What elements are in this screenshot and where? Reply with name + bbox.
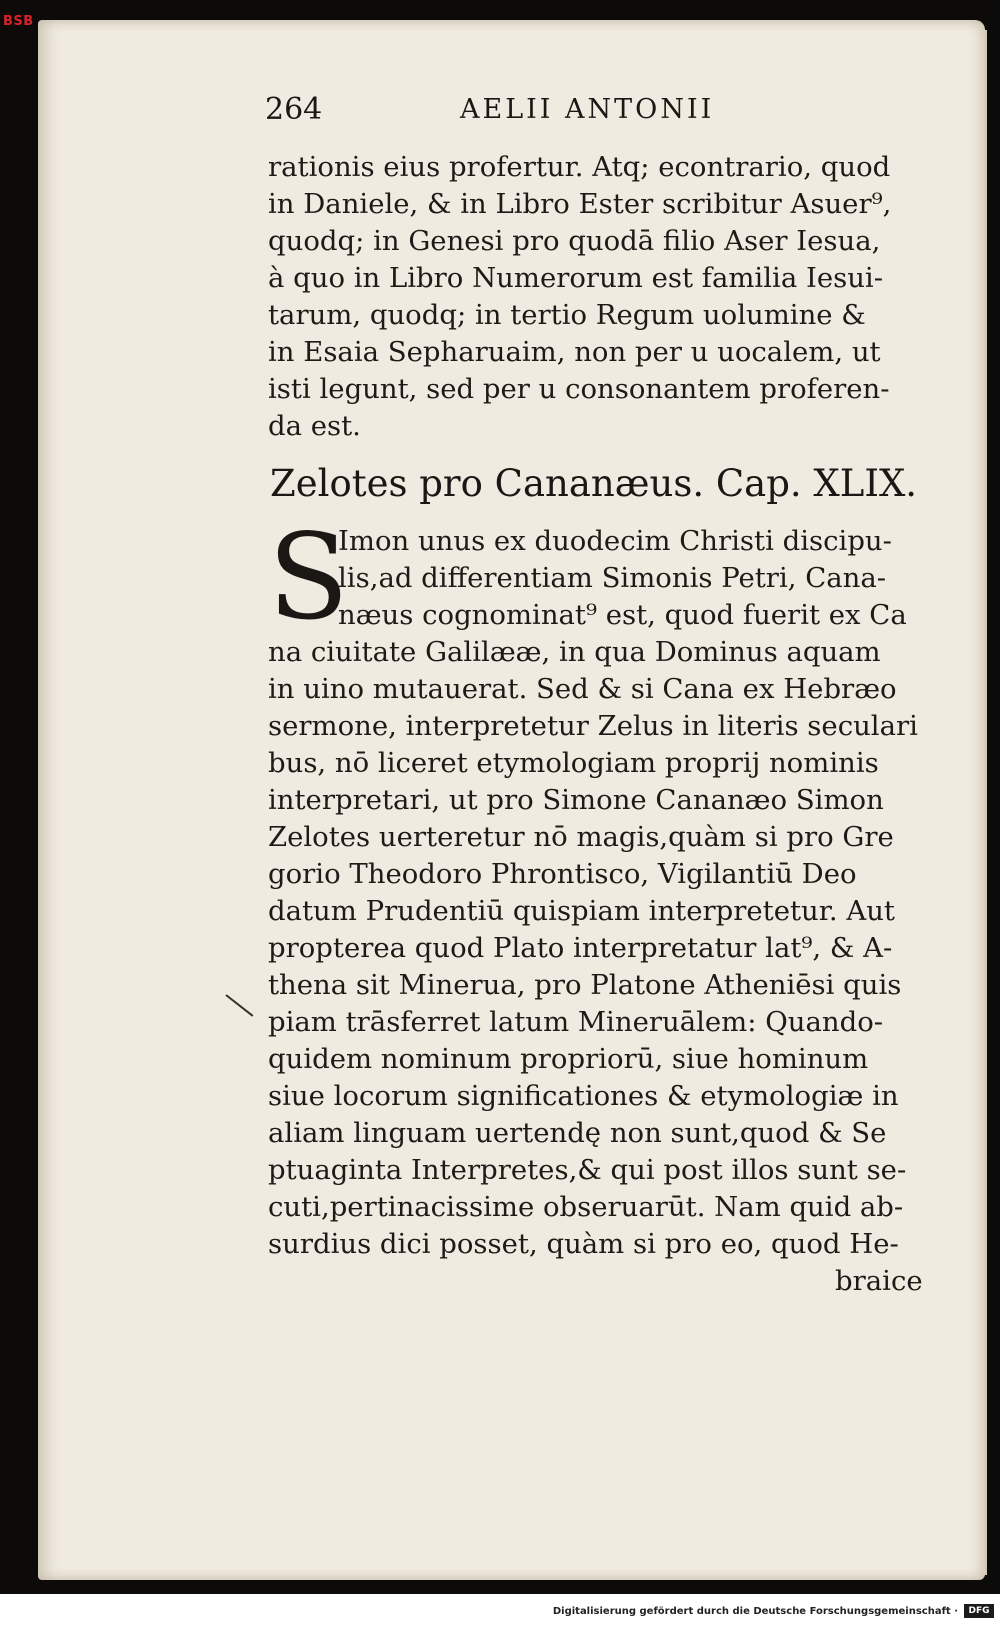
dfg-logo: DFG bbox=[964, 1604, 994, 1618]
text-line: in uino mutauerat. Sed & si Cana ex Hebræo bbox=[268, 673, 897, 705]
text-line: da est. bbox=[268, 410, 361, 442]
text-line: à quo in Libro Numerorum est familia Iesui- bbox=[268, 262, 884, 294]
text-line: in Daniele, & in Libro Ester scribitur Asuer⁹, bbox=[268, 188, 892, 220]
text-line: propterea quod Plato interpretatur lat⁹, & A- bbox=[268, 932, 893, 964]
catchword: braice bbox=[835, 1265, 923, 1297]
text-line: cuti,pertinacissime obseruarūt. Nam quid ab- bbox=[268, 1191, 904, 1223]
text-line: rationis eius profertur. Atq; econtrario, quod bbox=[268, 151, 891, 183]
text-line: Zelotes uerteretur nō magis,quàm si pro Gre bbox=[268, 821, 894, 853]
text-line: datum Prudentiū quispiam interpretetur. Aut bbox=[268, 895, 895, 927]
chapter-heading: Zelotes pro Cananæus. Cap. XLIX. bbox=[270, 462, 918, 505]
bsb-logo: BSB bbox=[3, 14, 34, 29]
text-line: lis,ad differentiam Simonis Petri, Cana- bbox=[338, 562, 887, 594]
drop-cap: S bbox=[268, 508, 349, 646]
text-line: næus cognominat⁹ est, quod fuerit ex Ca bbox=[338, 599, 907, 631]
text-line: sermone, interpretetur Zelus in literis seculari bbox=[268, 710, 918, 742]
text-line: isti legunt, sed per u consonantem proferen- bbox=[268, 373, 890, 405]
text-line: gorio Theodoro Phrontisco, Vigilantiū Deo bbox=[268, 858, 857, 890]
text-line: quidem nominum propriorū, siue hominum bbox=[268, 1043, 869, 1075]
text-line: Imon unus ex duodecim Christi discipu- bbox=[338, 525, 892, 557]
text-line: quodq; in Genesi pro quodā filio Aser Iesua, bbox=[268, 225, 881, 257]
page-number: 264 bbox=[265, 92, 323, 127]
running-title: AELII ANTONII bbox=[460, 94, 715, 125]
text-line: piam trāsferret latum Mineruālem: Quando- bbox=[268, 1006, 884, 1038]
text-line: tarum, quodq; in tertio Regum uolumine & bbox=[268, 299, 866, 331]
text-line: aliam linguam uertendę non sunt,quod & Se bbox=[268, 1117, 887, 1149]
text-line: in Esaia Sepharuaim, non per u uocalem, ut bbox=[268, 336, 881, 368]
text-line: thena sit Minerua, pro Platone Atheniēsi quis bbox=[268, 969, 902, 1001]
text-line: siue locorum significationes & etymologiæ in bbox=[268, 1080, 899, 1112]
text-line: ptuaginta Interpretes,& qui post illos sunt se- bbox=[268, 1154, 907, 1186]
text-line: surdius dici posset, quàm si pro eo, quod He- bbox=[268, 1228, 899, 1260]
text-line: bus, nō liceret etymologiam proprij nominis bbox=[268, 747, 879, 779]
text-line: na ciuitate Galilææ, in qua Dominus aquam bbox=[268, 636, 881, 668]
page-header bbox=[265, 92, 785, 132]
funding-credit: Digitalisierung gefördert durch die Deutsche Forschungsgemeinschaft · bbox=[552, 1606, 958, 1617]
text-line: interpretari, ut pro Simone Cananæo Simon bbox=[268, 784, 884, 816]
